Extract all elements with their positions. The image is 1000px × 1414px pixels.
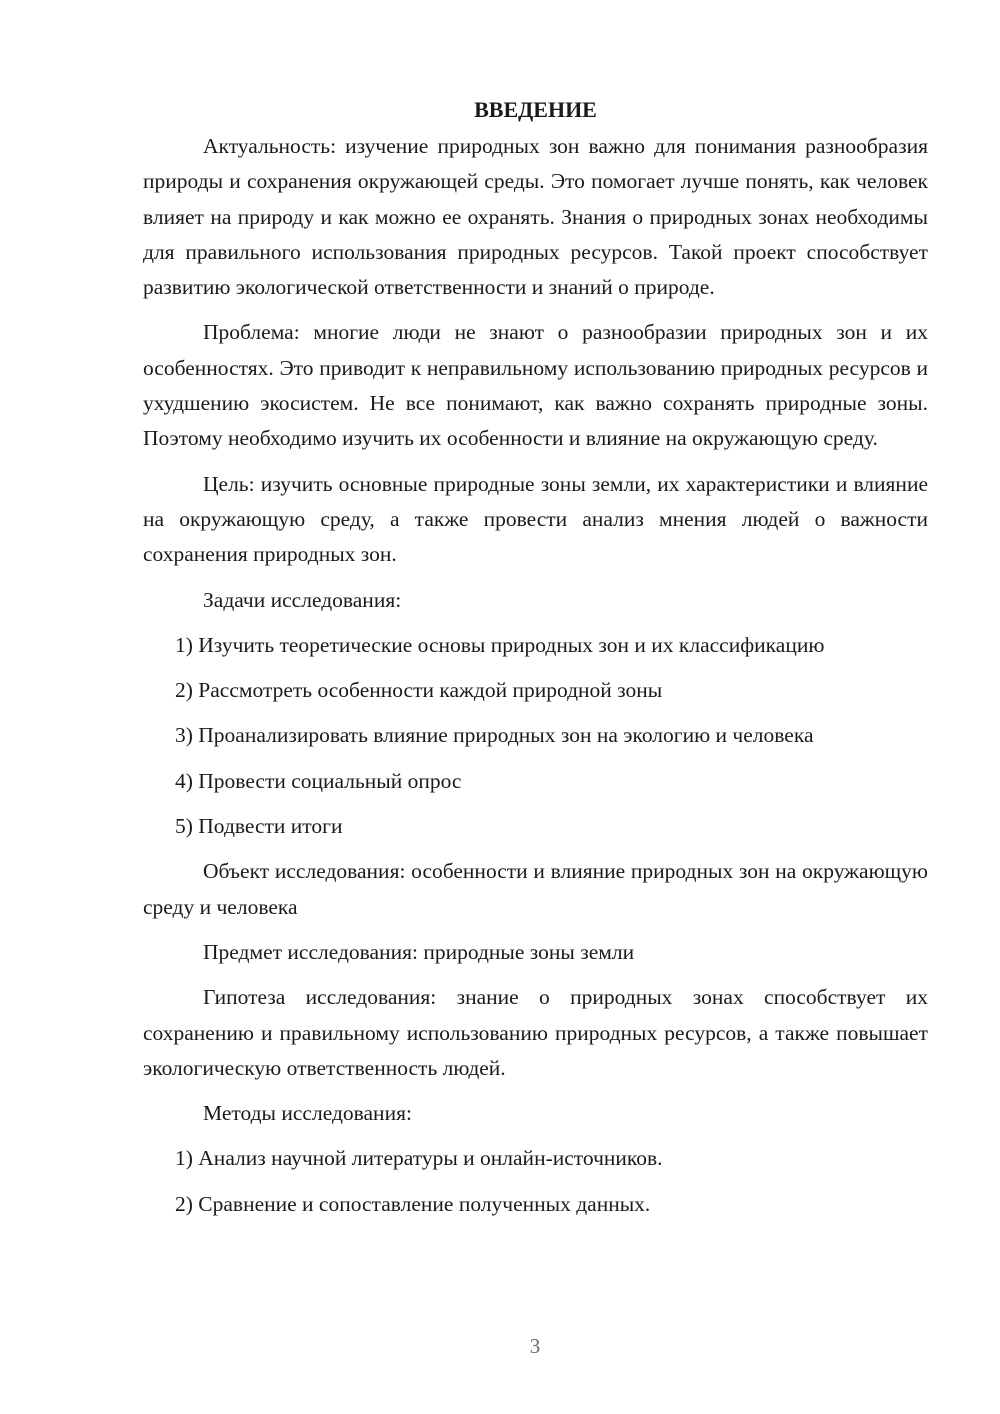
methods-list — [143, 1141, 928, 1222]
object-paragraph: Объект исследования: особенности и влияние природных зон на окружающую среду и человека — [143, 859, 928, 919]
hypothesis-paragraph: Гипотеза исследования: знание о природных зонах способствует их сохранению и правильному использованию природных ресурсов, а также повышает экологическую ответственность людей. — [143, 985, 928, 1080]
problem-paragraph: Проблема: многие люди не знают о разнообразии природных зон и их особенностях. Это приводит к неправильному использованию природных ресурсов и ухудшению экосистем. Не все понимают, как важно сохранять природные зоны. Поэтому необходимо изучить их особенности и влияние на окружающую среду. — [143, 320, 928, 451]
goal-paragraph: Цель: изучить основные природные зоны земли, их характеристики и влияние на окружающую среду, а также провести анализ мнения людей о важности сохранения природных зон. — [143, 471, 928, 567]
task-item: 3) Проанализировать влияние природных зон на экологию и человека — [175, 723, 814, 748]
method-item: 2) Сравнение и сопоставление полученных данных. — [175, 1191, 651, 1216]
method-item: 1) Анализ научной литературы и онлайн-источников. — [175, 1146, 663, 1171]
relevance-paragraph: Актуальность: изучение природных зон важно для понимания разнообразия природы и сохранения окружающей среды. Это помогает лучше понять, как человек влияет на природу и как можно ее охранять. Знания о природных зонах необходимы для правильного использования природных ресурсов. Такой проект способствует развитию экологической ответственности и знаний о природе. — [143, 134, 928, 300]
task-item: 2) Рассмотреть особенности каждой природной зоны — [175, 678, 663, 703]
task-item: 4) Провести социальный опрос — [175, 768, 462, 793]
tasks-list — [143, 628, 928, 844]
subject-paragraph: Предмет исследования: природные зоны земли — [203, 939, 635, 964]
document-page — [143, 92, 928, 1232]
task-item: 1) Изучить теоретические основы природных зон и их классификацию — [175, 632, 825, 657]
section-title: ВВЕДЕНИЕ — [474, 97, 597, 122]
page-number: 3 — [529, 1334, 541, 1358]
tasks-label: Задачи исследования: — [203, 587, 402, 612]
methods-label: Методы исследования: — [203, 1101, 412, 1126]
task-item: 5) Подвести итоги — [175, 814, 343, 839]
